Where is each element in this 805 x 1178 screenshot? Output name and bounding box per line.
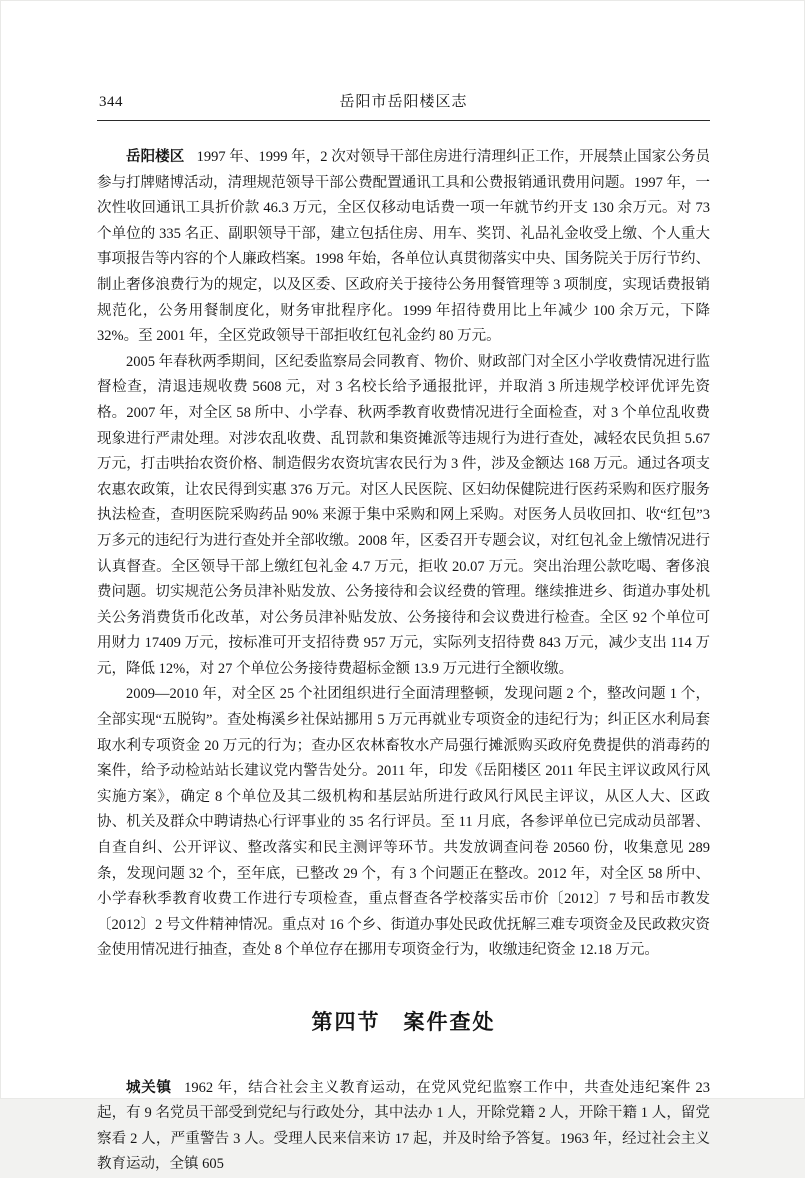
paragraph-text: 2005 年春秋两季期间，区纪委监察局会同教育、物价、财政部门对全区小学收费情况进行监督检查，清退违规收费 5608 元，对 3 名校长给予通报批评，并取消 3 所违规学校评优评先资格。2007 年，对全区 58 所中、小学春、秋两季教育收费情况进行全面检查，对 3 个单位乱收费现象进行严肃处理。对涉农乱收费、乱罚款和集资摊派等违规行为进行查处，减轻农民负担 5.67 万元，打击哄抬农资价格、制造假劣农资坑害农民行为 3 件，涉及金额达 168 万元。通过各项支农惠农政策，让农民得到实惠 376 万元。对区人民医院、区妇幼保健院进行医药采购和医疗服务执法检查，查明医院采购药品 90% 来源于集中采购和网上采购。对医务人员收回扣、收“红包”3 万多元的违纪行为进行查处并全部收缴。2008 年，区委召开专题会议，对红包礼金上缴情况进行认真督查。全区领导干部上缴红包礼金 4.7 万元，拒收 20.07 万元。突出治理公款吃喝、奢侈浪费问题。切实规范公务员津补贴发放、公务接待和会议经费的管理。继续推进乡、街道办事处机关公务消费货币化改革，对公务员津补贴发放、公务接待和会议费进行检查。全区 92 个单位可用财力 17409 万元，按标准可开支招待费 957 万元，实际列支招待费 843 万元，减少支出 114 万元，降低 12%，对 27 个单位公务接待费超标金额 13.9 万元进行全额收缴。 (97, 353, 710, 677)
paragraph-chengguanzhen (97, 1076, 710, 1178)
paragraph-text: 2009—2010 年，对全区 25 个社团组织进行全面清理整顿，发现问题 2 个，整改问题 1 个，全部实现“五脱钩”。查处梅溪乡社保站挪用 5 万元再就业专项资金的违纪行为；纠正区水利局套取水利专项资金 20 万元的行为；查办区农林畜牧水产局强行摊派购买政府免费提供的消毒药的案件，给予动检站站长建议党内警告处分。2011 年，印发《岳阳楼区 2011 年民主评议政风行风实施方案》，确定 8 个单位及其二级机构和基层站所进行政风行风民主评议，从区人大、区政协、机关及群众中聘请热心行评事业的 35 名行评员。至 11 月底，各参评单位已完成动员部署、自查自纠、公开评议、整改落实和民主测评等环节。共发放调查问卷 20560 份，收集意见 289 条，发现问题 32 个，至年底，已整改 29 个，有 3 个问题正在整改。2012 年，对全区 58 所中、小学春秋季教育收费工作进行专项检查，重点督查各学校落实岳市价〔2012〕7 号和岳市教发〔2012〕2 号文件精神情况。重点对 16 个乡、街道办事处民政优抚解三难专项资金及民政救灾资金使用情况进行抽查，查处 8 个单位存在挪用专项资金行为，收缴违纪资金 12.18 万元。 (97, 686, 710, 959)
paragraph-text: 1997 年、1999 年，2 次对领导干部住房进行清理纠正工作，开展禁止国家公务员参与打牌赌博活动，清理规范领导干部公费配置通讯工具和公费报销通讯费用问题。1997 年，一次性收回通讯工具折价款 46.3 万元，全区仅移动电话费一项一年就节约开支 130 余万元。对 73 个单位的 335 名正、副职领导干部，建立包括住房、用车、奖罚、礼品礼金收受上缴、个人重大事项报告等内容的个人廉政档案。1998 年始，各单位认真贯彻落实中央、国务院关于厉行节约、制止奢侈浪费行为的规定，以及区委、区政府关于接待公务用餐管理等 3 项制度，实现话费报销规范化，公务用餐制度化，财务审批程序化。1999 年招待费用比上年减少 100 余万元，下降 32%。至 2001 年，全区党政领导干部拒收红包礼金约 80 万元。 (97, 149, 711, 345)
page-number: 344 (99, 94, 123, 110)
paragraph-lead: 岳阳楼区 (126, 149, 185, 165)
paragraph-2009 (97, 682, 710, 964)
book-title: 岳阳市岳阳楼区志 (339, 94, 468, 110)
page-header (97, 90, 710, 120)
section-heading: 第四节 案件查处 (311, 1011, 496, 1034)
paragraph-text: 1962 年，结合社会主义教育运动，在党风党纪监察工作中，共查处违纪案件 23 起，有 9 名党员干部受到党纪与行政处分，其中法办 1 人，开除党籍 2 人，开除干籍 1 人，留党察看 2 人，严重警告 3 人。受理人民来信来访 17 起，并及时给予答复。1963 年，经过社会主义教育运动，全镇 605 (97, 1079, 710, 1173)
paragraph-2005 (97, 350, 710, 683)
header-rule (97, 120, 710, 121)
paragraph-yueyanglou (97, 145, 710, 350)
paragraph-lead: 城关镇 (126, 1079, 172, 1096)
page-body (97, 145, 710, 1178)
